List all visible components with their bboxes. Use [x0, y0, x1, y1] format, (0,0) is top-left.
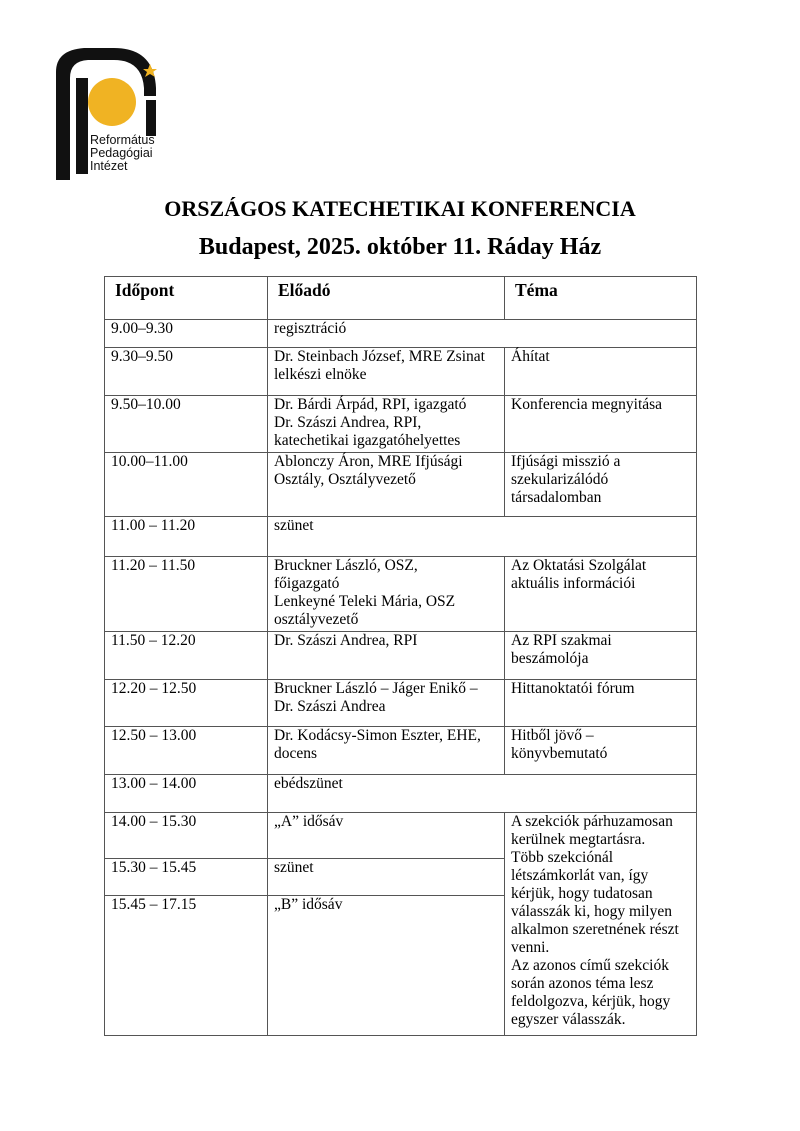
speaker-line: „B” idősáv	[274, 896, 343, 913]
speaker-cell	[268, 680, 505, 727]
time-cell: 11.00 – 11.20	[105, 517, 268, 557]
topic-line: Konferencia megnyitása	[511, 396, 663, 413]
note-line: létszámkorlát van, így	[511, 867, 649, 884]
table-row	[105, 727, 697, 775]
note-line: során azonos téma lesz	[511, 975, 654, 992]
column-header-time: Időpont	[105, 277, 268, 320]
topic-line: könyvbemutató	[511, 745, 608, 762]
logo-text-line: Református	[90, 133, 155, 147]
time-cell: 11.50 – 12.20	[105, 632, 268, 680]
speaker-line: docens	[274, 745, 318, 762]
topic-line: Hittanoktatói fórum	[511, 680, 635, 697]
logo-text-line: Pedagógiai	[90, 146, 153, 160]
logo-text	[90, 134, 155, 173]
speaker-cell	[268, 813, 505, 859]
note-line: Az azonos című szekciók	[511, 957, 669, 974]
table-row	[105, 396, 697, 453]
speaker-cell	[268, 453, 505, 517]
topic-line: Ifjúsági misszió a	[511, 453, 621, 470]
note-line: A szekciók párhuzamosan	[511, 813, 673, 830]
speaker-line: Bruckner László, OSZ,	[274, 557, 418, 574]
note-line: kérjük, hogy tudatosan	[511, 885, 653, 902]
speaker-line: főigazgató	[274, 575, 340, 592]
table-row	[105, 557, 697, 632]
session-note-cell	[505, 813, 697, 1036]
column-header-topic: Téma	[505, 277, 697, 320]
speaker-line: katechetikai igazgatóhelyettes	[274, 432, 461, 449]
event-label: ebédszünet	[274, 775, 343, 792]
table-row	[105, 348, 697, 396]
speaker-line: Bruckner László – Jáger Enikő –	[274, 680, 478, 697]
time-cell: 15.45 – 17.15	[105, 896, 268, 1036]
table-row	[105, 680, 697, 727]
topic-line: aktuális információi	[511, 575, 636, 592]
topic-line: társadalomban	[511, 489, 602, 506]
speaker-cell	[268, 557, 505, 632]
note-line: alkalmon szeretnének részt	[511, 921, 679, 938]
speaker-line: Lenkeyné Teleki Mária, OSZ	[274, 593, 456, 610]
topic-cell	[505, 632, 697, 680]
time-cell: 12.20 – 12.50	[105, 680, 268, 727]
table-row	[105, 775, 697, 813]
speaker-line: Dr. Bárdi Árpád, RPI, igazgató	[274, 396, 467, 413]
column-header-speaker: Előadó	[268, 277, 505, 320]
table-row	[105, 632, 697, 680]
topic-cell	[505, 557, 697, 632]
note-line: válasszák ki, hogy milyen	[511, 903, 672, 920]
speaker-cell	[268, 896, 505, 1036]
topic-cell	[505, 453, 697, 517]
note-line: kerülnek megtartásra.	[511, 831, 646, 848]
speaker-line: Dr. Steinbach József, MRE Zsinat	[274, 348, 485, 365]
speaker-cell	[268, 396, 505, 453]
event-cell	[268, 320, 697, 348]
speaker-line: Dr. Szászi Andrea, RPI,	[274, 414, 422, 431]
speaker-line: Dr. Szászi Andrea	[274, 698, 386, 715]
time-cell: 15.30 – 15.45	[105, 859, 268, 896]
time-cell: 14.00 – 15.30	[105, 813, 268, 859]
speaker-line: osztályvezető	[274, 611, 359, 628]
topic-line: beszámolója	[511, 650, 589, 667]
topic-line: Az RPI szakmai	[511, 632, 612, 649]
time-cell: 11.20 – 11.50	[105, 557, 268, 632]
note-line: venni.	[511, 939, 550, 956]
page-title: ORSZÁGOS KATECHETIKAI KONFERENCIA	[164, 196, 636, 221]
topic-cell	[505, 396, 697, 453]
speaker-line: szünet	[274, 859, 314, 876]
table-row	[105, 453, 697, 517]
table-row	[105, 813, 697, 859]
event-cell	[268, 775, 697, 813]
event-cell	[268, 517, 697, 557]
page-subtitle: Budapest, 2025. október 11. Ráday Ház	[198, 234, 602, 260]
logo-text-line: Intézet	[90, 159, 128, 173]
event-label: regisztráció	[274, 320, 347, 337]
topic-cell	[505, 348, 697, 396]
topic-cell	[505, 680, 697, 727]
note-line: feldolgozva, kérjük, hogy	[511, 993, 671, 1010]
table-header-row	[105, 277, 697, 320]
time-cell: 10.00–11.00	[105, 453, 268, 517]
speaker-cell	[268, 727, 505, 775]
topic-cell	[505, 727, 697, 775]
topic-line: Hitből jövő –	[511, 727, 594, 744]
note-line: Több szekciónál	[511, 849, 614, 866]
event-label: szünet	[274, 517, 314, 534]
speaker-line: Dr. Kodácsy-Simon Eszter, EHE,	[274, 727, 481, 744]
speaker-line: Osztály, Osztályvezető	[274, 471, 416, 488]
speaker-line: „A” idősáv	[274, 813, 344, 830]
table-row	[105, 320, 697, 348]
time-cell: 13.00 – 14.00	[105, 775, 268, 813]
topic-line: szekularizálódó	[511, 471, 609, 488]
speaker-cell	[268, 632, 505, 680]
rpi-logo	[52, 42, 172, 182]
time-cell: 9.00–9.30	[105, 320, 268, 348]
speaker-cell	[268, 859, 505, 896]
speaker-line: lelkészi elnöke	[274, 366, 367, 383]
time-cell: 9.50–10.00	[105, 396, 268, 453]
speaker-cell	[268, 348, 505, 396]
table-row	[105, 517, 697, 557]
time-cell: 12.50 – 13.00	[105, 727, 268, 775]
speaker-line: Ablonczy Áron, MRE Ifjúsági	[274, 453, 463, 470]
topic-line: Áhítat	[511, 348, 550, 365]
note-line: egyszer válasszák.	[511, 1011, 626, 1028]
speaker-line: Dr. Szászi Andrea, RPI	[274, 632, 418, 649]
schedule-table	[104, 276, 697, 1036]
time-cell: 9.30–9.50	[105, 348, 268, 396]
topic-line: Az Oktatási Szolgálat	[511, 557, 647, 574]
